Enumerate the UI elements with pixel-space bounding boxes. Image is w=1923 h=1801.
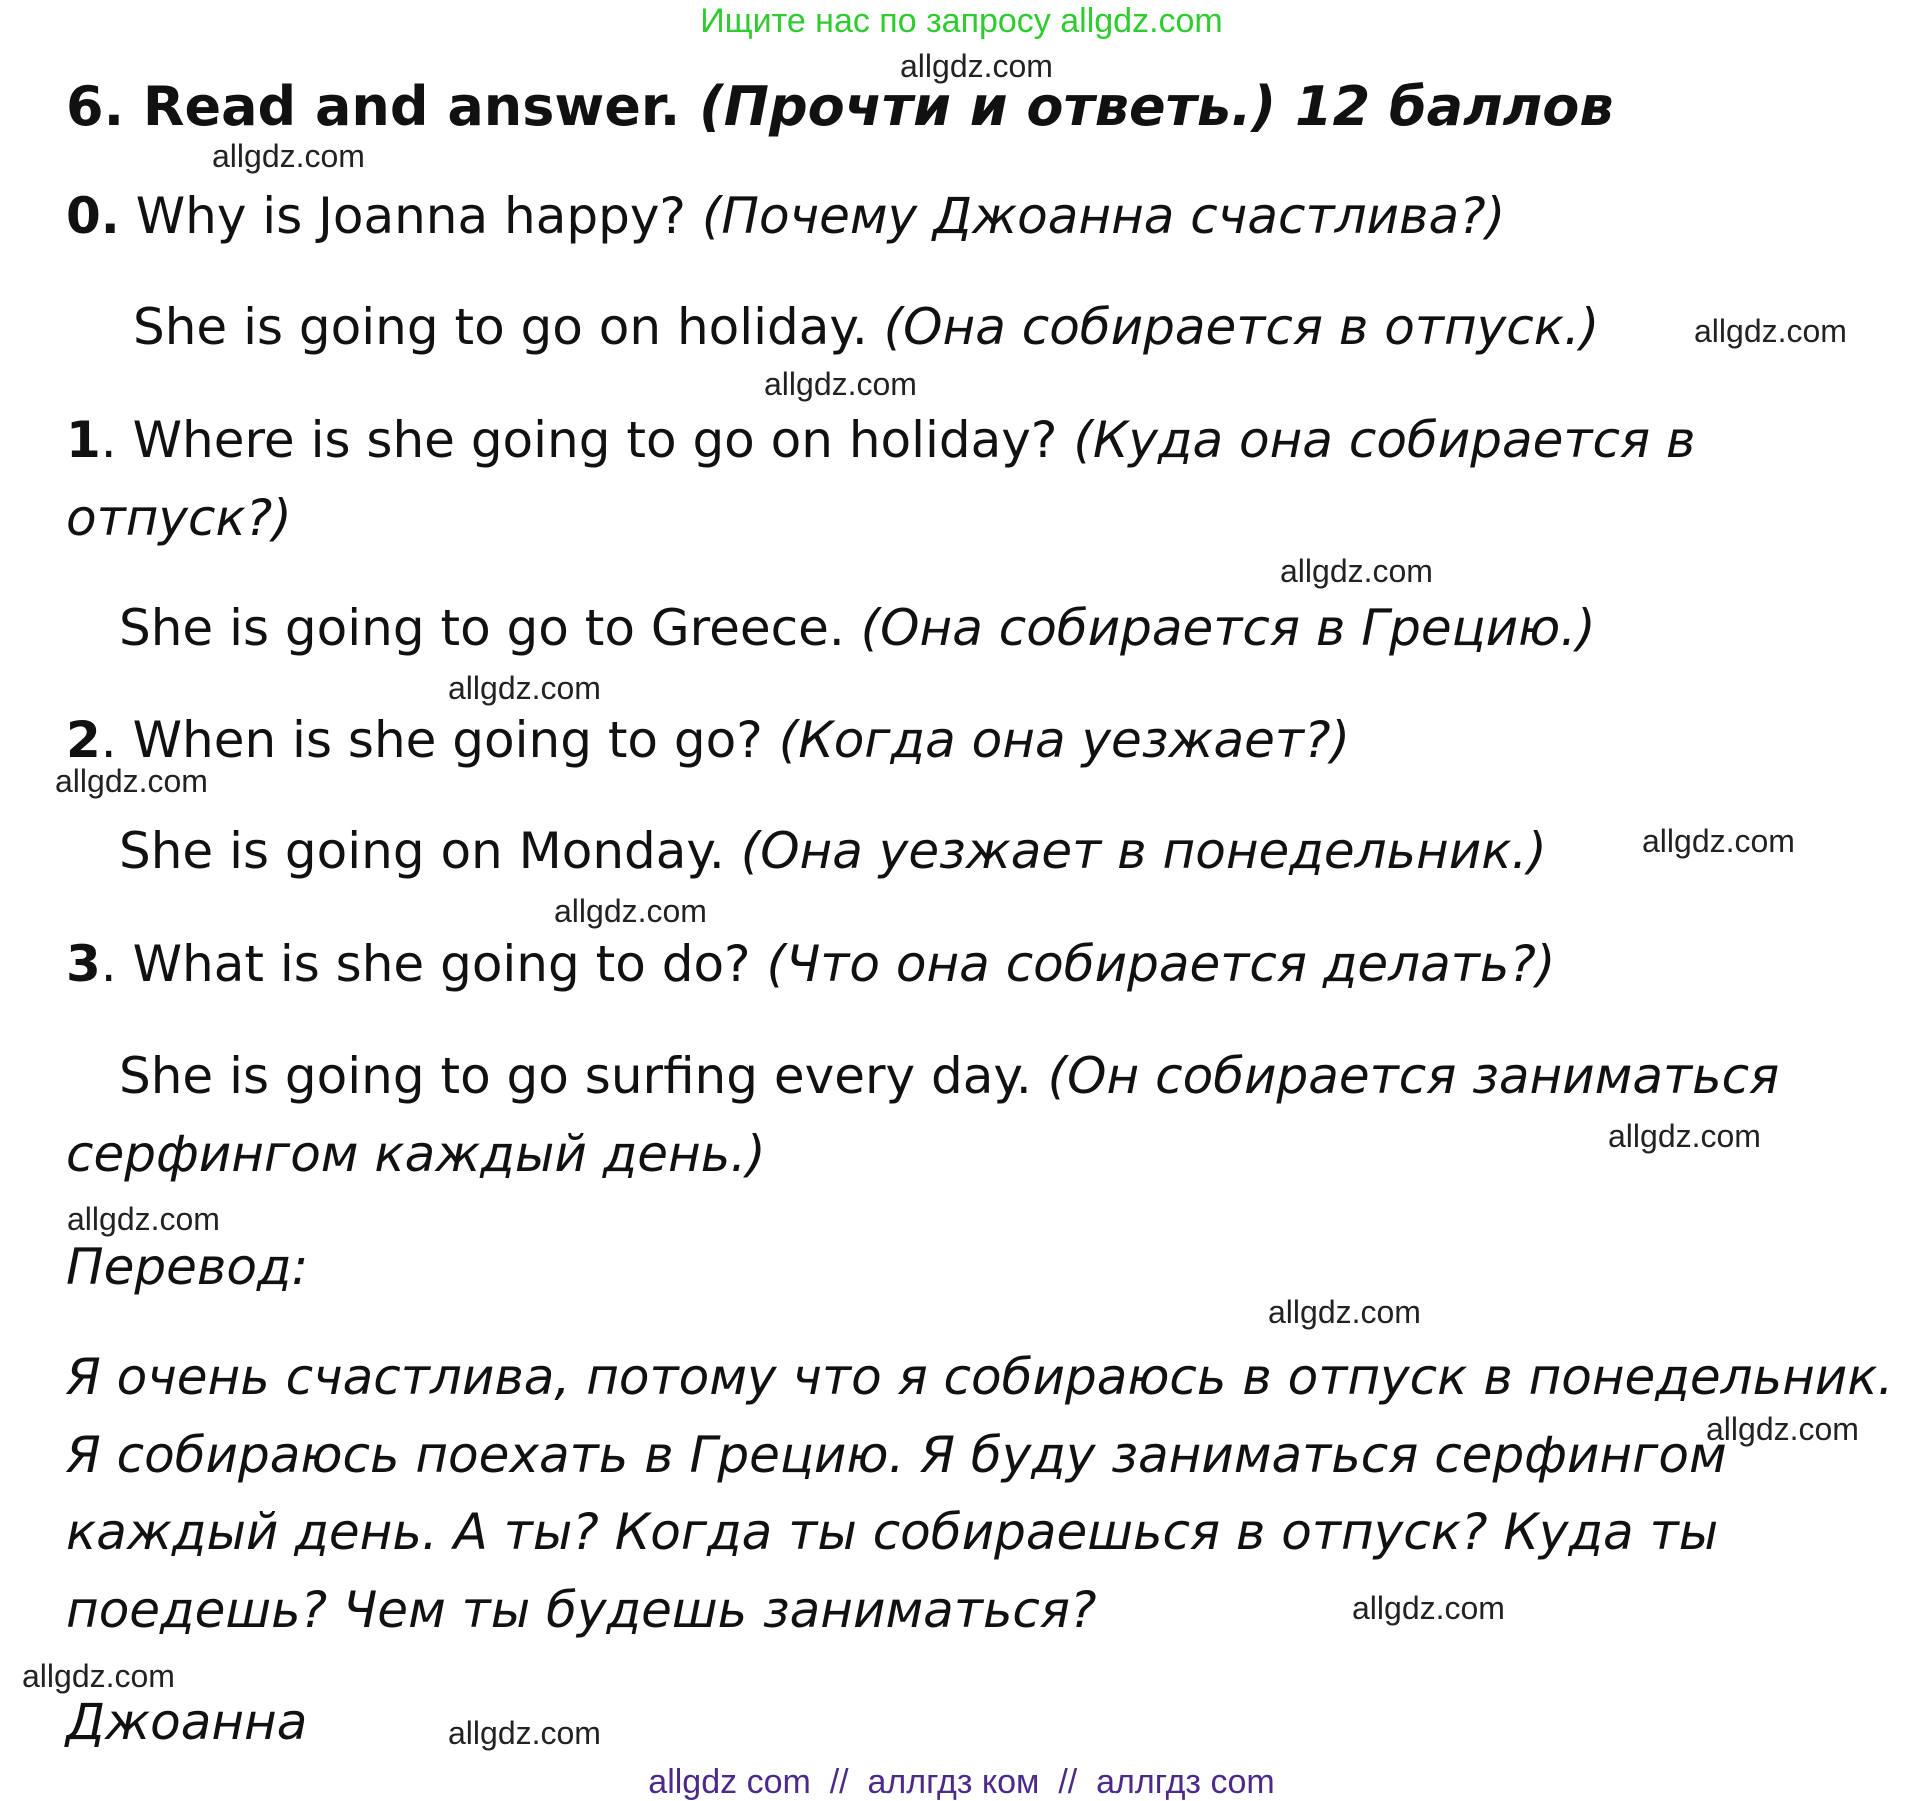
question-translation: (Куда она собирается в	[1073, 411, 1696, 469]
watermark: allgdz.com	[900, 48, 1053, 84]
heading-translation: (Прочти и ответь.) 12 баллов	[699, 75, 1614, 138]
footer-link[interactable]: аллгдз com	[1096, 1763, 1275, 1801]
watermark: allgdz.com	[1352, 1590, 1505, 1626]
question-1	[66, 411, 1696, 469]
heading-main: 6. Read and answer.	[66, 75, 681, 138]
watermark: allgdz.com	[1268, 1294, 1421, 1330]
translation-line: Я очень счастлива, потому что я собираюсь в отпуск в понедельник.	[66, 1348, 1894, 1406]
watermark: allgdz.com	[1642, 823, 1795, 859]
question-number: 1	[66, 411, 101, 469]
watermark: allgdz.com	[55, 763, 208, 799]
question-text: Why is Joanna happy?	[119, 187, 702, 245]
footer-separator: //	[829, 1763, 849, 1801]
watermark: allgdz.com	[764, 366, 917, 402]
question-number: 2	[66, 711, 101, 769]
watermark: allgdz.com	[1608, 1118, 1761, 1154]
answer-0	[133, 298, 1600, 356]
answer-text: She is going to go on holiday.	[133, 298, 884, 356]
watermark: allgdz.com	[1280, 553, 1433, 589]
answer-text: She is going to go surfing every day.	[119, 1047, 1048, 1105]
watermark: allgdz.com	[22, 1658, 175, 1694]
question-number: 3	[66, 935, 101, 993]
question-number: 0.	[66, 187, 120, 245]
question-text: . What is she going to do?	[100, 935, 767, 993]
answer-text: She is going on Monday.	[119, 822, 741, 880]
translation-line: поедешь? Чем ты будешь заниматься?	[66, 1581, 1097, 1639]
watermark: allgdz.com	[1694, 313, 1847, 349]
question-1-continuation: отпуск?)	[66, 489, 292, 547]
footer-separator: //	[1058, 1763, 1078, 1801]
watermark: allgdz.com	[67, 1201, 220, 1237]
question-text: . Where is she going to go on holiday?	[100, 411, 1074, 469]
watermark: allgdz.com	[1706, 1411, 1859, 1447]
footer-links	[0, 1765, 1923, 1799]
translation-label: Перевод:	[66, 1238, 309, 1296]
watermark: allgdz.com	[554, 893, 707, 929]
footer-link[interactable]: allgdz com	[648, 1763, 811, 1801]
answer-translation: (Он собирается заниматься	[1047, 1047, 1780, 1105]
question-2	[66, 711, 1351, 769]
answer-translation: (Она собирается в Грецию.)	[860, 599, 1596, 657]
answer-3	[119, 1047, 1780, 1105]
question-0	[66, 187, 1506, 245]
answer-2	[119, 822, 1547, 880]
answer-3-continuation: серфингом каждый день.)	[66, 1125, 766, 1183]
translation-line: каждый день. А ты? Когда ты собираешься в отпуск? Куда ты	[66, 1503, 1719, 1561]
translation-line: Я собираюсь поехать в Грецию. Я буду заниматься серфингом	[66, 1426, 1727, 1484]
question-text: . When is she going to go?	[100, 711, 779, 769]
question-translation: (Когда она уезжает?)	[778, 711, 1351, 769]
top-banner: Ищите нас по запросу allgdz.com	[700, 2, 1223, 40]
exercise-heading	[66, 75, 1614, 138]
signature: Джоанна	[66, 1693, 308, 1751]
answer-text: She is going to go to Greece.	[119, 599, 861, 657]
watermark: allgdz.com	[448, 670, 601, 706]
question-3	[66, 935, 1556, 993]
answer-translation: (Она собирается в отпуск.)	[883, 298, 1600, 356]
question-translation: (Что она собирается делать?)	[766, 935, 1556, 993]
watermark: allgdz.com	[212, 138, 365, 174]
answer-1	[119, 599, 1596, 657]
footer-link[interactable]: аллгдз ком	[867, 1763, 1040, 1801]
watermark: allgdz.com	[448, 1715, 601, 1751]
question-translation: (Почему Джоанна счастлива?)	[701, 187, 1506, 245]
answer-translation: (Она уезжает в понедельник.)	[740, 822, 1547, 880]
